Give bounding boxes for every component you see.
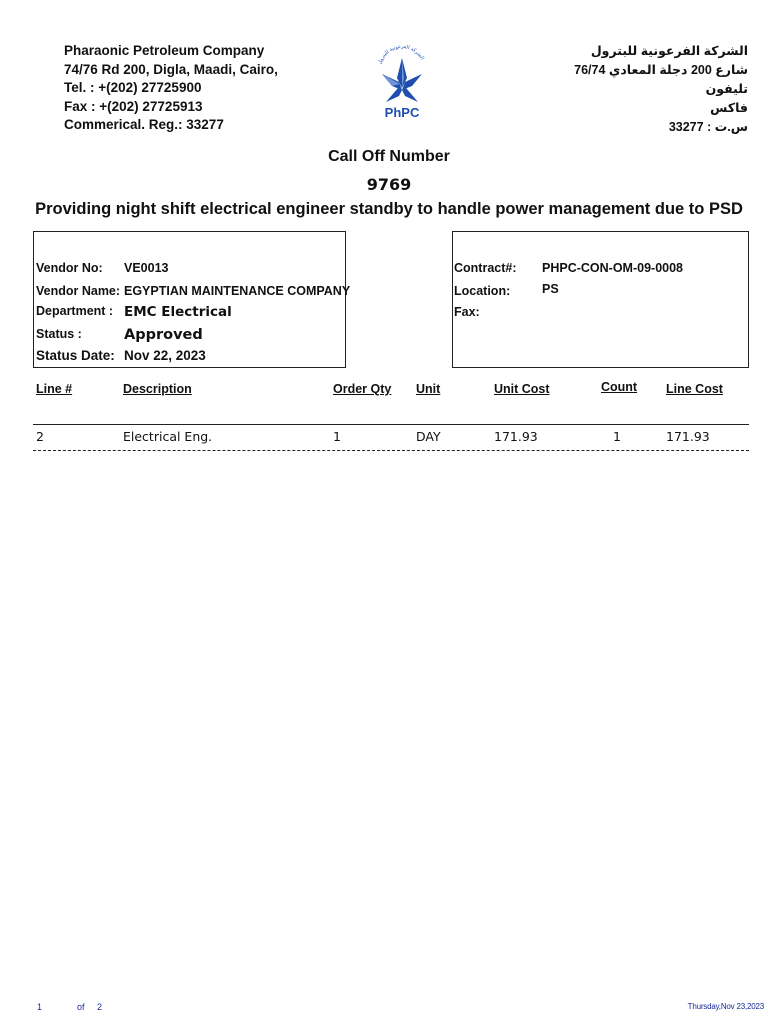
company-tel-ar: تليفون: [705, 82, 748, 96]
star-logo-icon: [372, 44, 432, 124]
col-header-line: Line #: [36, 382, 73, 396]
location-label: Location:: [454, 284, 511, 298]
call-off-number: 9769: [366, 175, 412, 194]
cell-unit-cost: 171.93: [494, 429, 538, 444]
cell-order-qty: 1: [333, 429, 341, 444]
contract-box: [452, 231, 749, 368]
company-tel-en: Tel. : +(202) 27725900: [64, 80, 202, 95]
footer-page-number: 1: [37, 1002, 43, 1012]
document-title: Providing night shift electrical engineer standby to handle power management due to PSD: [35, 200, 743, 218]
cell-count: 1: [613, 429, 621, 444]
vendor-name-value: EGYPTIAN MAINTENANCE COMPANY: [124, 284, 351, 298]
footer-date: Thursday,Nov 23,2023: [687, 1002, 764, 1011]
col-header-description: Description: [123, 382, 192, 396]
call-off-label: Call Off Number: [328, 148, 450, 165]
cell-line-cost: 171.93: [666, 429, 710, 444]
col-header-unit-cost: Unit Cost: [494, 382, 550, 396]
col-header-count: Count: [601, 380, 638, 394]
status-date-value: Nov 22, 2023: [124, 348, 206, 363]
fax-label: Fax:: [454, 305, 480, 319]
company-fax-en: Fax : +(202) 27725913: [64, 98, 203, 114]
col-header-unit: Unit: [416, 382, 441, 396]
table-end-rule: [33, 450, 749, 451]
vendor-name-label: Vendor Name:: [36, 284, 121, 298]
company-info-ar: [574, 42, 748, 137]
company-name-ar: الشركة الفرعونية للبترول: [590, 44, 748, 58]
company-name-en: Pharaonic Petroleum Company: [64, 43, 265, 58]
company-address-ar: شارع 200 دجلة المعادي 76/74: [574, 63, 748, 77]
company-info-en: [64, 42, 278, 135]
company-logo: [372, 44, 432, 124]
logo-text: PhPC: [384, 105, 420, 120]
cell-unit: DAY: [416, 429, 441, 444]
logo-arc-text: الشركة الفرعونية للبترول: [376, 44, 426, 66]
cell-line: 2: [36, 429, 44, 444]
vendor-no-value: VE0013: [124, 261, 169, 275]
company-address-en: 74/76 Rd 200, Digla, Maadi, Cairo,: [64, 61, 278, 77]
col-header-line-cost: Line Cost: [666, 382, 723, 396]
location-value: PS: [542, 282, 559, 296]
status-value: Approved: [124, 327, 203, 343]
department-label: Department :: [36, 304, 114, 318]
footer-page-total: 2: [97, 1002, 103, 1012]
department-value: EMC Electrical: [124, 304, 232, 320]
table-header-rule: [33, 424, 749, 425]
contract-label: Contract#:: [454, 261, 517, 275]
company-reg-ar: س.ت : 33277: [668, 120, 748, 134]
company-reg-en: Commerical. Reg.: 33277: [64, 117, 224, 132]
contract-value: PHPC-CON-OM-09-0008: [542, 261, 684, 275]
vendor-no-label: Vendor No:: [36, 261, 103, 275]
cell-description: Electrical Eng.: [123, 429, 213, 444]
status-date-label: Status Date:: [36, 348, 115, 363]
col-header-order-qty: Order Qty: [333, 382, 392, 396]
footer-of: of: [77, 1002, 85, 1012]
company-fax-ar: فاكس: [710, 101, 748, 115]
status-label: Status :: [36, 327, 82, 341]
